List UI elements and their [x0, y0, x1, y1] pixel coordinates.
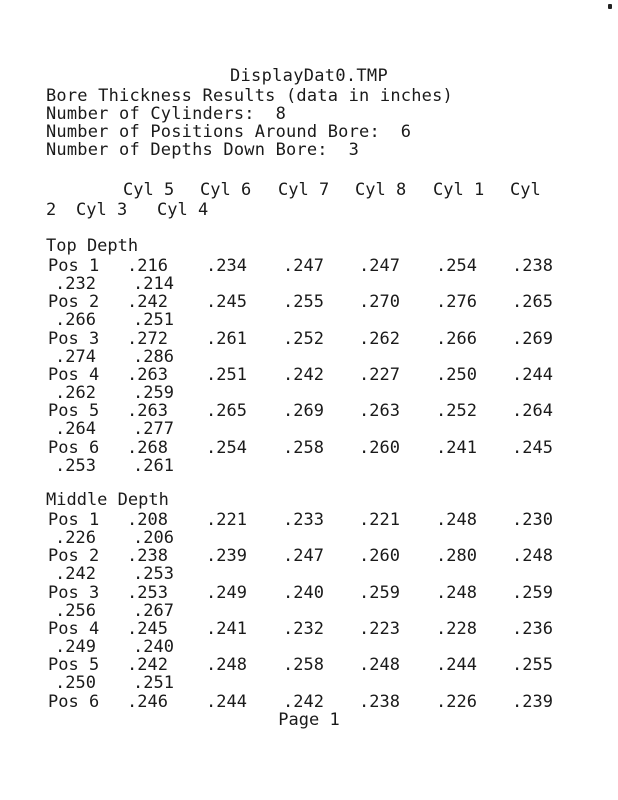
table-cell-wrapped: .253 — [55, 455, 96, 476]
table-row — [0, 583, 618, 619]
table-cell-wrapped: .251 — [133, 310, 174, 331]
table-cell-wrapped: .277 — [133, 419, 174, 440]
table-cell-wrapped: .232 — [55, 274, 96, 294]
table-cell: .249 — [206, 582, 247, 603]
column-header: 2 — [46, 200, 57, 220]
table-cell: .244 — [436, 655, 477, 676]
table-cell-wrapped: .253 — [133, 564, 174, 585]
table-cell: .241 — [436, 437, 477, 458]
table-cell: .245 — [512, 437, 553, 458]
table-cell: .260 — [359, 437, 400, 458]
page-number: Page 1 — [278, 710, 340, 730]
table-cell: .270 — [359, 292, 400, 313]
table-cell: .254 — [436, 256, 477, 276]
table-cell: .233 — [283, 510, 324, 530]
table-cell: .259 — [359, 582, 400, 603]
table-row — [0, 292, 618, 331]
table-cell: .238 — [359, 691, 400, 712]
table-cell: .262 — [359, 328, 400, 349]
table-cell: .245 — [127, 618, 168, 639]
table-cell: .241 — [206, 618, 247, 639]
table-row — [0, 510, 618, 546]
table-cell: .276 — [436, 292, 477, 313]
column-header: Cyl 3 — [76, 200, 128, 220]
scan-speck — [608, 4, 612, 9]
table-cell-wrapped: .250 — [55, 673, 96, 694]
table-cell-wrapped: .286 — [133, 346, 174, 367]
column-header: Cyl 7 — [278, 180, 330, 200]
table-cell: .253 — [127, 582, 168, 603]
table-cell: .265 — [206, 401, 247, 422]
table-cell-wrapped: .251 — [133, 673, 174, 694]
section-label: Middle Depth — [46, 490, 169, 510]
table-cell-wrapped: .264 — [55, 419, 96, 440]
table-row — [0, 365, 618, 401]
table-cell: .266 — [436, 328, 477, 349]
table-cell-wrapped: .256 — [55, 600, 96, 621]
table-cell: .247 — [359, 256, 400, 276]
position-label: Pos 2 — [48, 292, 100, 313]
table-cell: .247 — [283, 256, 324, 276]
table-cell: .269 — [512, 328, 553, 349]
table-cell: .263 — [127, 364, 168, 385]
position-label: Pos 3 — [48, 582, 100, 603]
document-title: DisplayDat0.TMP — [229, 66, 389, 86]
table-cell-wrapped: .261 — [133, 455, 174, 476]
column-header: Cyl 5 — [123, 180, 175, 200]
table-cell: .239 — [206, 546, 247, 567]
column-header: Cyl 6 — [200, 180, 252, 200]
table-cell: .221 — [206, 510, 247, 530]
table-cell: .280 — [436, 546, 477, 567]
table-cell: .251 — [206, 364, 247, 385]
table-cell: .232 — [283, 618, 324, 639]
table-cell: .240 — [283, 582, 324, 603]
table-cell: .221 — [359, 510, 400, 530]
table-cell: .259 — [512, 582, 553, 603]
table-cell: .242 — [283, 691, 324, 712]
table-cell: .260 — [359, 546, 400, 567]
position-label: Pos 5 — [48, 401, 100, 422]
table-cell: .255 — [283, 292, 324, 313]
table-cell: .255 — [512, 655, 553, 676]
table-cell: .261 — [206, 328, 247, 349]
table-cell: .263 — [359, 401, 400, 422]
table-cell: .247 — [283, 546, 324, 567]
table-cell: .245 — [206, 292, 247, 313]
section-label: Top Depth — [46, 236, 139, 256]
position-label: Pos 4 — [48, 618, 100, 639]
table-cell: .250 — [436, 364, 477, 385]
table-cell: .258 — [283, 655, 324, 676]
table-cell: .252 — [283, 328, 324, 349]
table-cell-wrapped: .274 — [55, 346, 96, 367]
table-cell-wrapped: .242 — [55, 564, 96, 585]
table-row — [0, 619, 618, 655]
table-cell: .244 — [206, 691, 247, 712]
table-cell: .238 — [512, 256, 553, 276]
table-cell-wrapped: .214 — [133, 274, 174, 294]
table-cell: .265 — [512, 292, 553, 313]
table-cell-wrapped: .240 — [133, 636, 174, 657]
position-label: Pos 6 — [48, 691, 100, 712]
table-cell-wrapped: .206 — [133, 528, 174, 548]
table-cell: .230 — [512, 510, 553, 530]
column-header: Cyl 8 — [355, 180, 407, 200]
table-cell: .244 — [512, 364, 553, 385]
table-row — [0, 655, 618, 694]
depths-count-line: Number of Depths Down Bore: 3 — [46, 140, 360, 160]
table-cell-wrapped: .259 — [133, 382, 174, 403]
table-cell: .234 — [206, 256, 247, 276]
table-cell: .248 — [512, 546, 553, 567]
results-heading: Bore Thickness Results (data in inches) — [46, 86, 453, 106]
table-cell: .208 — [127, 510, 168, 530]
table-cell: .248 — [359, 655, 400, 676]
table-row — [0, 401, 618, 440]
table-cell-wrapped: .267 — [133, 600, 174, 621]
table-row — [0, 546, 618, 585]
table-cell: .248 — [436, 582, 477, 603]
table-cell: .263 — [127, 401, 168, 422]
position-label: Pos 4 — [48, 364, 100, 385]
position-label: Pos 5 — [48, 655, 100, 676]
table-row — [0, 438, 618, 474]
position-label: Pos 6 — [48, 437, 100, 458]
table-cell: .242 — [127, 292, 168, 313]
table-row — [0, 256, 618, 292]
table-cell: .246 — [127, 691, 168, 712]
table-cell-wrapped: .226 — [55, 528, 96, 548]
column-header: Cyl — [510, 180, 541, 200]
table-cell: .236 — [512, 618, 553, 639]
table-cell: .226 — [436, 691, 477, 712]
position-label: Pos 1 — [48, 256, 100, 276]
table-cell: .254 — [206, 437, 247, 458]
table-cell: .242 — [283, 364, 324, 385]
table-cell: .239 — [512, 691, 553, 712]
table-cell-wrapped: .249 — [55, 636, 96, 657]
cylinder-count-line: Number of Cylinders: 8 — [46, 104, 287, 124]
table-cell: .272 — [127, 328, 168, 349]
table-cell: .269 — [283, 401, 324, 422]
table-cell: .216 — [127, 256, 168, 276]
position-label: Pos 3 — [48, 328, 100, 349]
column-header: Cyl 1 — [433, 180, 485, 200]
positions-count-line: Number of Positions Around Bore: 6 — [46, 122, 412, 142]
column-header: Cyl 4 — [157, 200, 209, 220]
table-cell: .227 — [359, 364, 400, 385]
table-row — [0, 329, 618, 365]
table-cell: .268 — [127, 437, 168, 458]
table-cell: .248 — [436, 510, 477, 530]
position-label: Pos 1 — [48, 510, 100, 530]
table-cell: .252 — [436, 401, 477, 422]
table-cell: .223 — [359, 618, 400, 639]
table-cell: .258 — [283, 437, 324, 458]
table-cell: .228 — [436, 618, 477, 639]
position-label: Pos 2 — [48, 546, 100, 567]
table-cell: .238 — [127, 546, 168, 567]
table-cell-wrapped: .266 — [55, 310, 96, 331]
table-cell-wrapped: .262 — [55, 382, 96, 403]
table-cell: .248 — [206, 655, 247, 676]
table-cell: .242 — [127, 655, 168, 676]
table-cell: .264 — [512, 401, 553, 422]
